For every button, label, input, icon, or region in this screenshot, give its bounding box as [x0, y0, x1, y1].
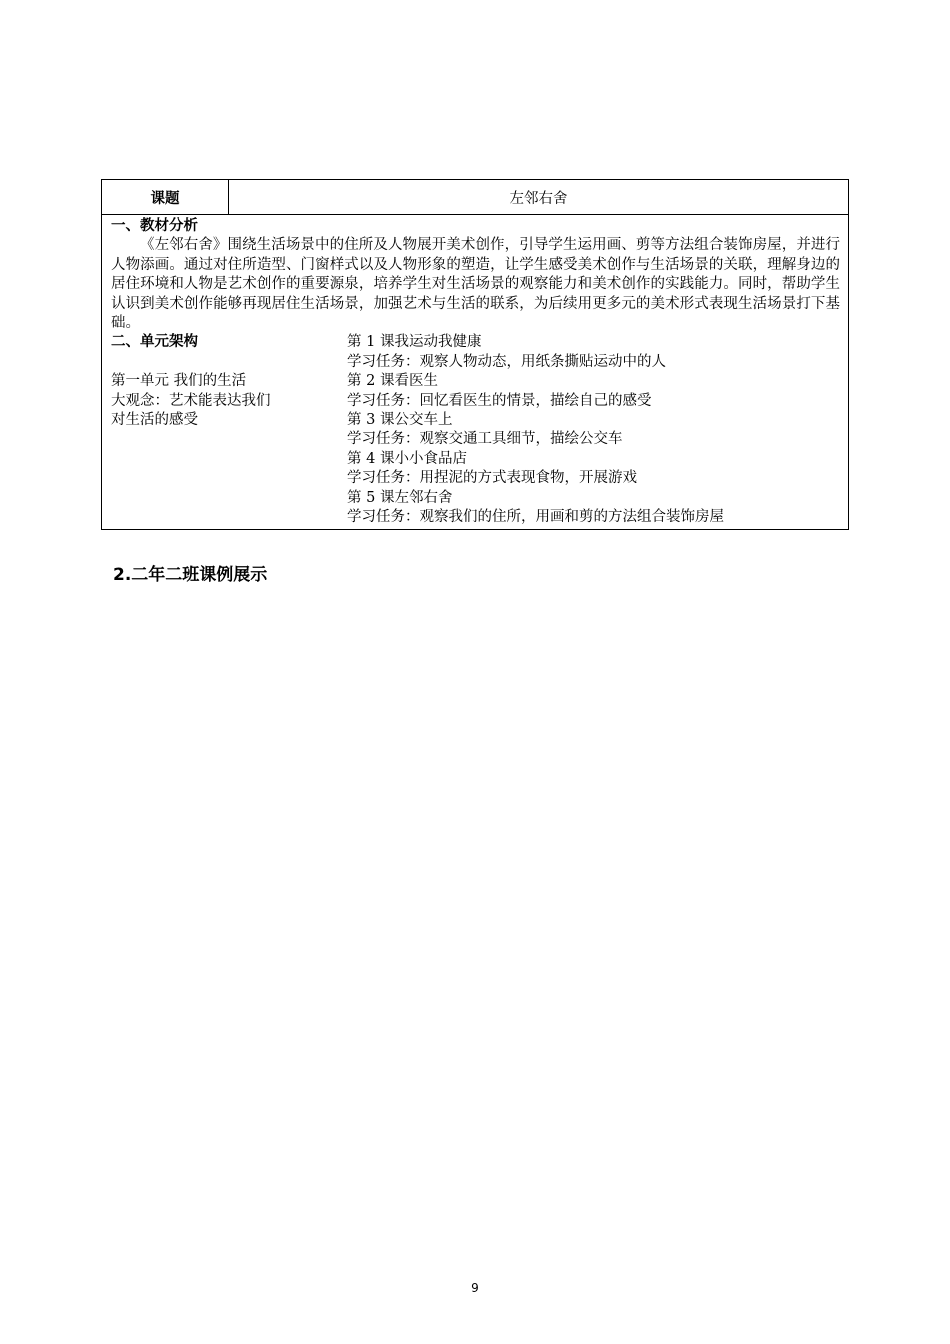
lesson-1-task: 学习任务：观察人物动态，用纸条撕贴运动中的人 — [347, 353, 666, 370]
lesson-2-title: 第 2 课看医生 — [347, 373, 438, 390]
page-number: 9 — [471, 1281, 479, 1295]
unit-structure — [111, 333, 840, 528]
unit-big-idea-cont: 对生活的感受 — [111, 412, 198, 429]
section-caption: 2.二年二班课例展示 — [113, 565, 268, 585]
lesson-list — [347, 333, 840, 527]
unit-name: 第一单元 我们的生活 — [111, 373, 247, 390]
table-content — [102, 215, 848, 529]
lesson-4-title: 第 4 课小小食品店 — [347, 450, 467, 467]
lesson-5-task: 学习任务：观察我们的住所，用画和剪的方法组合装饰房屋 — [347, 509, 724, 526]
unit-summary — [111, 333, 347, 527]
lesson-table — [101, 179, 849, 530]
title-label: 课题 — [102, 180, 229, 214]
lesson-4-task: 学习任务：用捏泥的方式表现食物，开展游戏 — [347, 470, 637, 487]
lesson-1-title: 第 1 课我运动我健康 — [347, 334, 482, 351]
lesson-3-title: 第 3 课公交车上 — [347, 412, 453, 429]
unit-big-idea: 大观念：艺术能表达我们 — [111, 392, 271, 409]
lesson-5-title: 第 5 课左邻右舍 — [347, 489, 453, 506]
analysis-text: 《左邻右舍》围绕生活场景中的住所及人物展开美术创作，引导学生运用画、剪等方法组合装饰房屋，并进行人物添画。通过对住所造型、门窗样式以及人物形象的塑造，让学生感受美术创作与生活场景的关联，理解身边的居住环境和人物是艺术创作的重要源泉，培养学生对生活场景的观察能力和美术创作的实践能力。同时，帮助学生认识到美术创作能够再现居住生活场景，加强艺术与生活的联系，为后续用更多元的美术形式表现生活场景打下基础。 — [111, 237, 840, 332]
unit-heading: 二、单元架构 — [111, 334, 198, 351]
title-row — [102, 180, 848, 215]
lesson-3-task: 学习任务：观察交通工具细节，描绘公交车 — [347, 431, 623, 448]
title-value: 左邻右舍 — [509, 190, 568, 207]
analysis-heading: 一、教材分析 — [111, 218, 198, 234]
lesson-2-task: 学习任务：回忆看医生的情景，描绘自己的感受 — [347, 392, 652, 409]
